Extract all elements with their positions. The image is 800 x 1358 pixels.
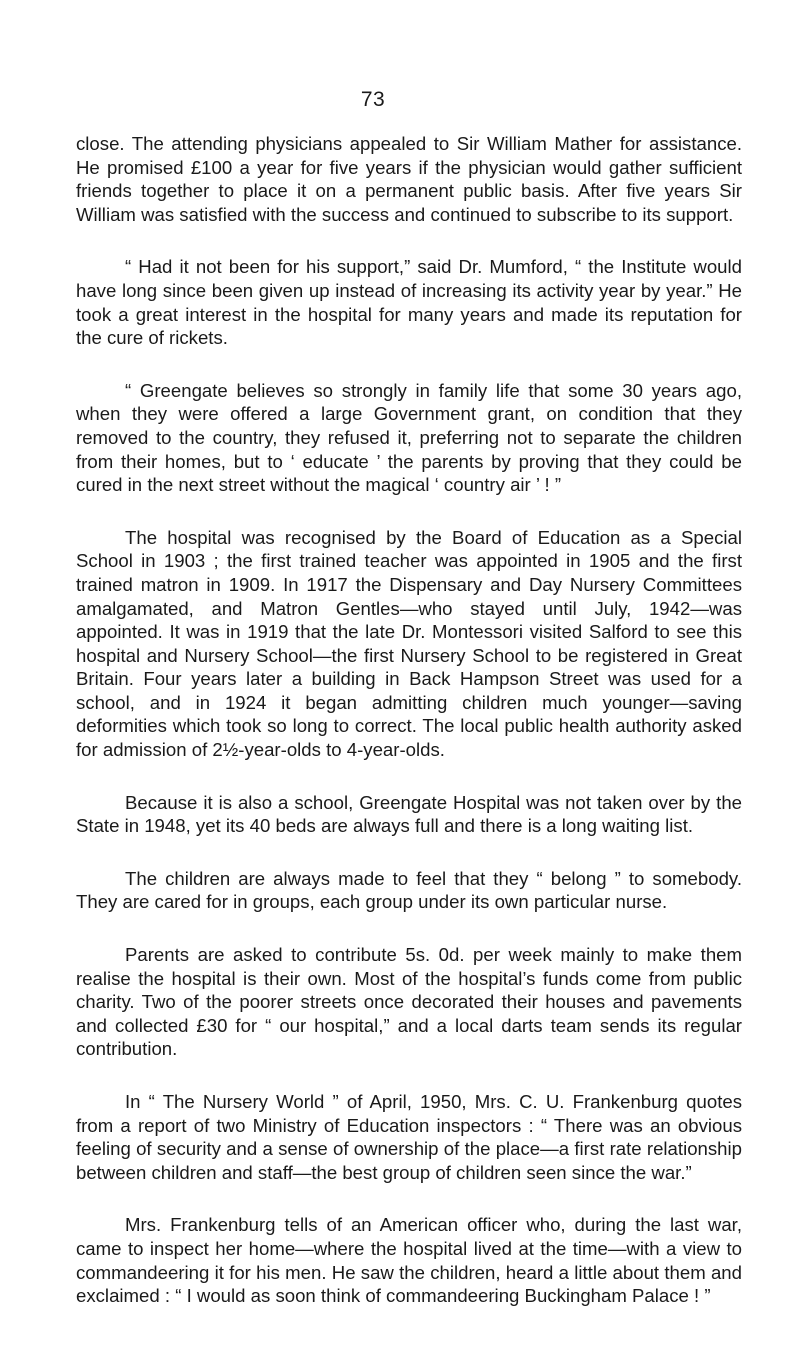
paragraph: The hospital was recognised by the Board of Education as a Special School in 1903 ; the first trained teacher was appointed in 1905 and the first trained matron in 1909. In 1917 the Dispensary and Day Nursery Committees amalgamated, and Matron Gentles—who stayed until July, 1942—was appointed. It was in 1919 that the late Dr. Montessori visited Salford to see this hospital and Nursery School—the first Nursery School to be registered in Great Britain. Four years later a building in Back Hampson Street was used for a school, and in 1924 it began admitting children much younger—saving deformities which took so long to correct. The local public health authority asked for admission of 2½-year-olds to 4-year-olds. bbox=[76, 526, 742, 761]
paragraph: “ Had it not been for his support,” said Dr. Mumford, “ the Institute would have long since been given up instead of increasing its activity year by year.” He took a great interest in the hospital for many years and made its reputation for the cure of rickets. bbox=[76, 256, 742, 349]
paragraph: Mrs. Frankenburg tells of an American officer who, during the last war, came to inspect her home—where the hospital lived at the time—with a view to commandeering it for his men. He saw the children, heard a little about them and exclaimed : “ I would as soon think of commandeering Buckingham Palace ! ” bbox=[76, 1214, 742, 1307]
paragraph: “ Greengate believes so strongly in family life that some 30 years ago, when they were offered a large Government grant, on condition that they removed to the country, they refused it, preferring not to separate the children from their homes, but to ‘ educate ’ the parents by proving that they could be cured in the next street without the magical ‘ country air ’ ! ” bbox=[76, 379, 742, 496]
paragraph: close. The attending physicians appealed to Sir William Mather for assistance. He promised £100 a year for five years if the physician would gather sufficient friends together to place it on a permanent public basis. After five years Sir William was satisfied with the success and continued to subscribe to its support. bbox=[76, 133, 742, 225]
paragraph: Parents are asked to contribute 5s. 0d. per week mainly to make them realise the hospital is their own. Most of the hospital’s funds come from public charity. Two of the poorer streets once decorated their houses and pavements and collected £30 for “ our hospital,” and a local darts team sends its regular contribution. bbox=[76, 944, 742, 1060]
body-text bbox=[76, 132, 742, 1337]
paragraph: The children are always made to feel that they “ belong ” to somebody. They are cared for in groups, each group under its own particular nurse. bbox=[76, 867, 742, 913]
paragraph: In “ The Nursery World ” of April, 1950, Mrs. C. U. Frankenburg quotes from a report of two Ministry of Education inspectors : “ There was an obvious feeling of security and a sense of ownership of the place—a first rate relationship between children and staff—the best group of children seen since the war.” bbox=[76, 1091, 742, 1183]
page-number: 73 bbox=[360, 88, 386, 111]
paragraph: Because it is also a school, Greengate Hospital was not taken over by the State in 1948, yet its 40 beds are always full and there is a long waiting list. bbox=[76, 791, 742, 837]
